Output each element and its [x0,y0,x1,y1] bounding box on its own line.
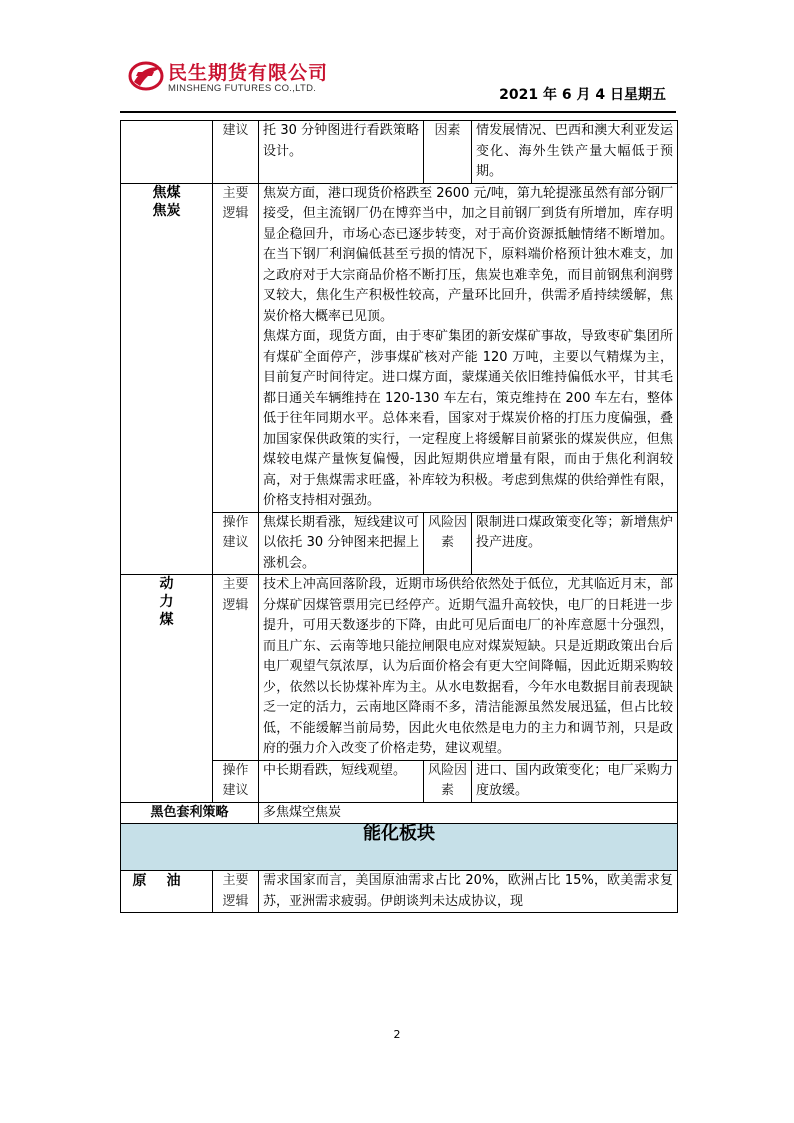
op-text: 托 30 分钟图进行看跌策略设计。 [259,121,424,184]
op-label: 操作建议 [213,760,259,802]
logic-text: 需求国家而言，美国原油需求占比 20%，欧洲占比 15%，欧美需求复苏，亚洲需求疲弱。伊朗谈判未达成协议，现 [259,871,678,913]
table-row-continuation [121,121,678,184]
arbitrage-label: 黑色套利策略 [121,802,259,824]
logic-paragraph-coking-coal: 焦煤方面，现货方面，由于枣矿集团的新安煤矿事故，导致枣矿集团所有煤矿全面停产，涉事煤矿核对产能 120 万吨，主要以气精煤为主，目前复产时间待定。进口煤方面，蒙煤通关依旧维持偏低水平，甘其毛都日通关车辆维持在 120-130 车左右，策克维持在 200 车左右，整体低于往年同期水平。总体来看，国家对于煤炭价格的打压力度偏强，叠加国家保供政策的实行，一定程度上将缓解目前紧张的煤炭供应，但焦煤较电煤产量恢复偏慢，因此短期供应增量有限，而由于焦化利润较高，对于焦煤需求旺盛，补库较为积极。考虑到焦煤的供给弹性有限，价格支持相对强劲。 [263,329,673,508]
risk-label: 因素 [424,121,472,184]
company-logo [128,56,368,102]
category-crude-oil [121,871,213,913]
report-date: 2021 年 6 月 4 日星期五 [499,87,666,103]
minsheng-logo-icon [128,58,164,94]
logic-text [259,183,678,512]
page-number: 2 [393,1028,401,1041]
company-name-cn: 民生期货有限公司 [168,62,329,84]
op-label: 建议 [213,121,259,184]
category-label: 原油 [132,873,201,889]
table-row-crude-logic [121,871,678,913]
risk-text: 情发展情况、巴西和澳大利亚发运变化、海外生铁产量大幅低于预期。 [472,121,678,184]
table-row-thermal-logic [121,575,678,761]
logic-label: 主要逻辑 [213,871,259,913]
logic-label: 主要逻辑 [213,575,259,761]
category-label: 焦煤 焦炭 [152,184,181,219]
header-divider [120,111,676,113]
op-label: 操作建议 [213,512,259,575]
category-label: 动力煤 [159,576,174,628]
section-title: 能化板块 [121,824,678,871]
category-coke [121,183,213,575]
risk-text: 限制进口煤政策变化等；新增焦炉投产进度。 [472,512,678,575]
category-thermal-coal [121,575,213,803]
logic-paragraph-coke: 焦炭方面，港口现货价格跌至 2600 元/吨，第九轮提涨虽然有部分钢厂接受，但主流钢厂仍在博弈当中，加之目前钢厂到货有所增加，库存明显企稳回升，市场心态已逐步转变，对于高价资源抵触情绪不断增加。在当下钢厂利润偏低甚至亏损的情况下，原料端价格预计独木难支，加之政府对于大宗商品价格不断打压，焦炭也难幸免，而目前钢焦利润劈叉较大，焦化生产积极性较高，产量环比回升，供需矛盾持续缓解，焦炭价格大概率已见顶。 [263,185,673,324]
table-row-coke-logic [121,183,678,512]
logic-text: 技术上冲高回落阶段，近期市场供给依然处于低位，尤其临近月末，部分煤矿因煤管票用完已经停产。近期气温升高较快，电厂的日耗进一步提升，可用天数逐步的下降，由此可见后面电厂的补库意愿十分强烈，而且广东、云南等地只能拉闸限电应对煤炭短缺。只是近期政策出台后电厂观望气氛浓厚，认为后面价格会有更大空间降幅，因此近期采购较少，依然以长协煤补库为主。从水电数据看，今年水电数据目前表现缺乏一定的活力，云南地区降雨不多，清洁能源虽然发展迅猛，但占比较低，不能缓解当前局势，因此火电依然是电力的主力和调节剂，只是政府的强力介入改变了价格走势，建议观望。 [259,575,678,761]
risk-label: 风险因素 [424,760,472,802]
op-text: 焦煤长期看涨，短线建议可以依托 30 分钟图来把握上涨机会。 [259,512,424,575]
table-row-arbitrage [121,802,678,824]
logic-label: 主要逻辑 [213,183,259,512]
category-cell-empty [121,121,213,184]
risk-text: 进口、国内政策变化；电厂采购力度放缓。 [472,760,678,802]
company-name-en: MINSHENG FUTURES CO.,LTD. [168,83,317,94]
table-row-section [121,824,678,871]
arbitrage-text: 多焦煤空焦炭 [259,802,678,824]
risk-label: 风险因素 [424,512,472,575]
op-text: 中长期看跌，短线观望。 [259,760,424,802]
strategy-table [120,120,678,913]
